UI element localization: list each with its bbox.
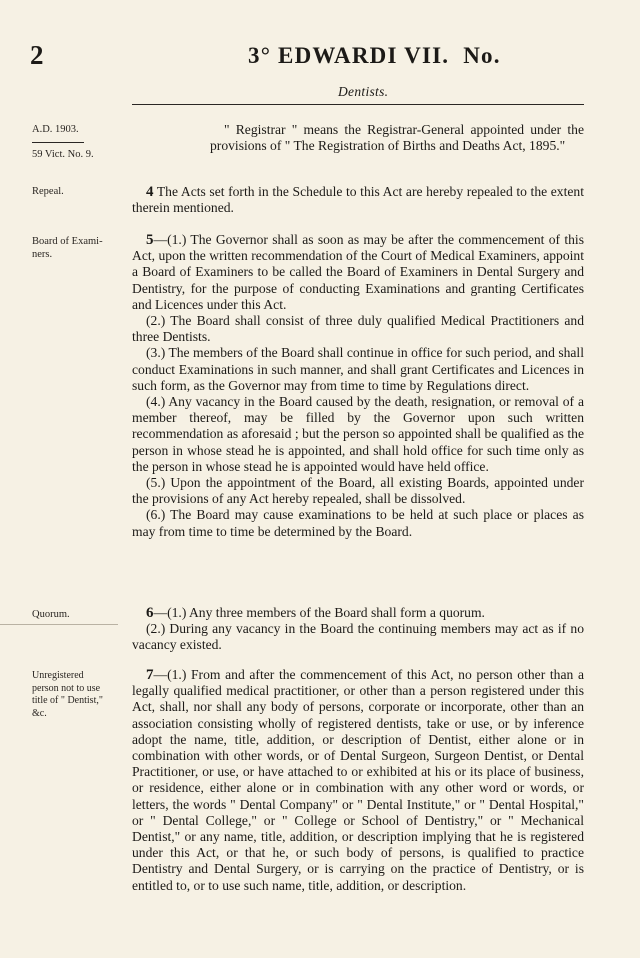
registrar-definition: " Registrar " means the Registrar-General appointed under the provisions of " The Registration of Births and Deaths Act, 1895.": [210, 122, 584, 154]
margin-quorum: Quorum.: [32, 609, 70, 620]
margin-unregistered: Unregistered person not to use title of " Dentist," &c.: [32, 670, 103, 719]
margin-faint-rule: [0, 624, 118, 625]
section-4-number: 4: [146, 184, 154, 200]
section-7-sub-1: [132, 667, 584, 894]
section-title: Dentists.: [338, 84, 389, 99]
act-reference: 59 Vict. No. 9.: [32, 149, 94, 160]
section-6-sub-1: [132, 605, 584, 621]
section-5: [132, 232, 584, 540]
section-5-sub-1-text: —(1.) The Governor shall as soon as may be after the commencement of this Act, upon the written recommendation of the Court of Medical Examiners, appoint a Board of Examiners to be called the Board of Examiners in Dental Surgery and Dentistry, for the purpose of conducting Examinations and granting Certificates and Licences under this Act.: [132, 232, 584, 312]
section-5-sub-5: (5.) Upon the appointment of the Board, all existing Boards, appointed under the provisions of any Act hereby repealed, shall be dissolved.: [132, 475, 584, 507]
year-label: A.D. 1903.: [32, 124, 79, 135]
definition-block: [132, 122, 584, 154]
section-4: [132, 184, 584, 216]
section-4-body: The Acts set forth in the Schedule to this Act are hereby repealed to the extent therein mentioned.: [132, 184, 584, 216]
header-rule: [132, 104, 584, 105]
running-head: [248, 43, 501, 69]
section-7-number: 7: [146, 667, 154, 683]
page-number: 2: [30, 40, 44, 70]
section-7: [132, 667, 584, 894]
section-5-sub-6: (6.) The Board may cause examinations to be held at such place or places as may from time to time be determined by the Board.: [132, 507, 584, 539]
section-4-text: [132, 184, 584, 216]
margin-repeal: Repeal.: [32, 186, 64, 197]
section-6-sub-2: (2.) During any vacancy in the Board the continuing members may act as if no vacancy existed.: [132, 621, 584, 653]
section-6: [132, 605, 584, 654]
section-5-sub-3: (3.) The members of the Board shall continue in office for such period, and shall conduct Examinations in such manner, and shall grant Certificates and Licences in such form, as the Governor may from time to time by Regulations direct.: [132, 345, 584, 393]
act-title: 3° EDWARDI VII.: [248, 43, 450, 68]
section-5-number: 5: [146, 232, 154, 248]
section-5-sub-2: (2.) The Board shall consist of three duly qualified Medical Practitioners and three Dentists.: [132, 313, 584, 345]
margin-board: Board of Exami- ners.: [32, 236, 103, 260]
short-divider: [32, 142, 84, 143]
section-6-number: 6: [146, 605, 154, 621]
section-5-sub-1: [132, 232, 584, 313]
section-6-sub-1-text: —(1.) Any three members of the Board shall form a quorum.: [153, 605, 485, 620]
section-5-sub-4: (4.) Any vacancy in the Board caused by the death, resignation, or removal of a member thereof, may be filled by the Governor upon such written recommendation as aforesaid ; but the person so appointed shall be qualified as the person in whose stead he is appointed, and shall hold office for such time only as the person in whose stead he is appointed would have held office.: [132, 394, 584, 474]
margin-year: [32, 123, 94, 161]
section-7-sub-1-text: —(1.) From and after the commencement of this Act, no person other than a legally qualified medical practitioner, or other than a person registered under this Act, shall, nor shall any body of persons, corporate or incorporate, other than an association consisting wholly of registered dentists, take or use, or by inference adopt the name, title, addition, or description of Dentist, either alone or in combination with other words, or of Dental Surgeon, Surgeon Dentist, or Dental Practitioner, or use, or have attached to or exhibited at his or its place of business, or residence, either alone or in combination with any other word or words, or letters, the words " Dental Company" or " Dental Institute," or " Dental Hospital," or " Dental College," or " College or School of Dentistry," or " Mechanical Dentist," or any name, title, addition, or description implying that he is registered under this Act, or that he, or such body of persons, is qualified to practice Dentistry and Dental Surgery, or is carrying on the practice of Dentistry, or is entitled to, or to use such name, title, addition, or description.: [132, 667, 584, 893]
act-number-label: No.: [463, 43, 501, 68]
